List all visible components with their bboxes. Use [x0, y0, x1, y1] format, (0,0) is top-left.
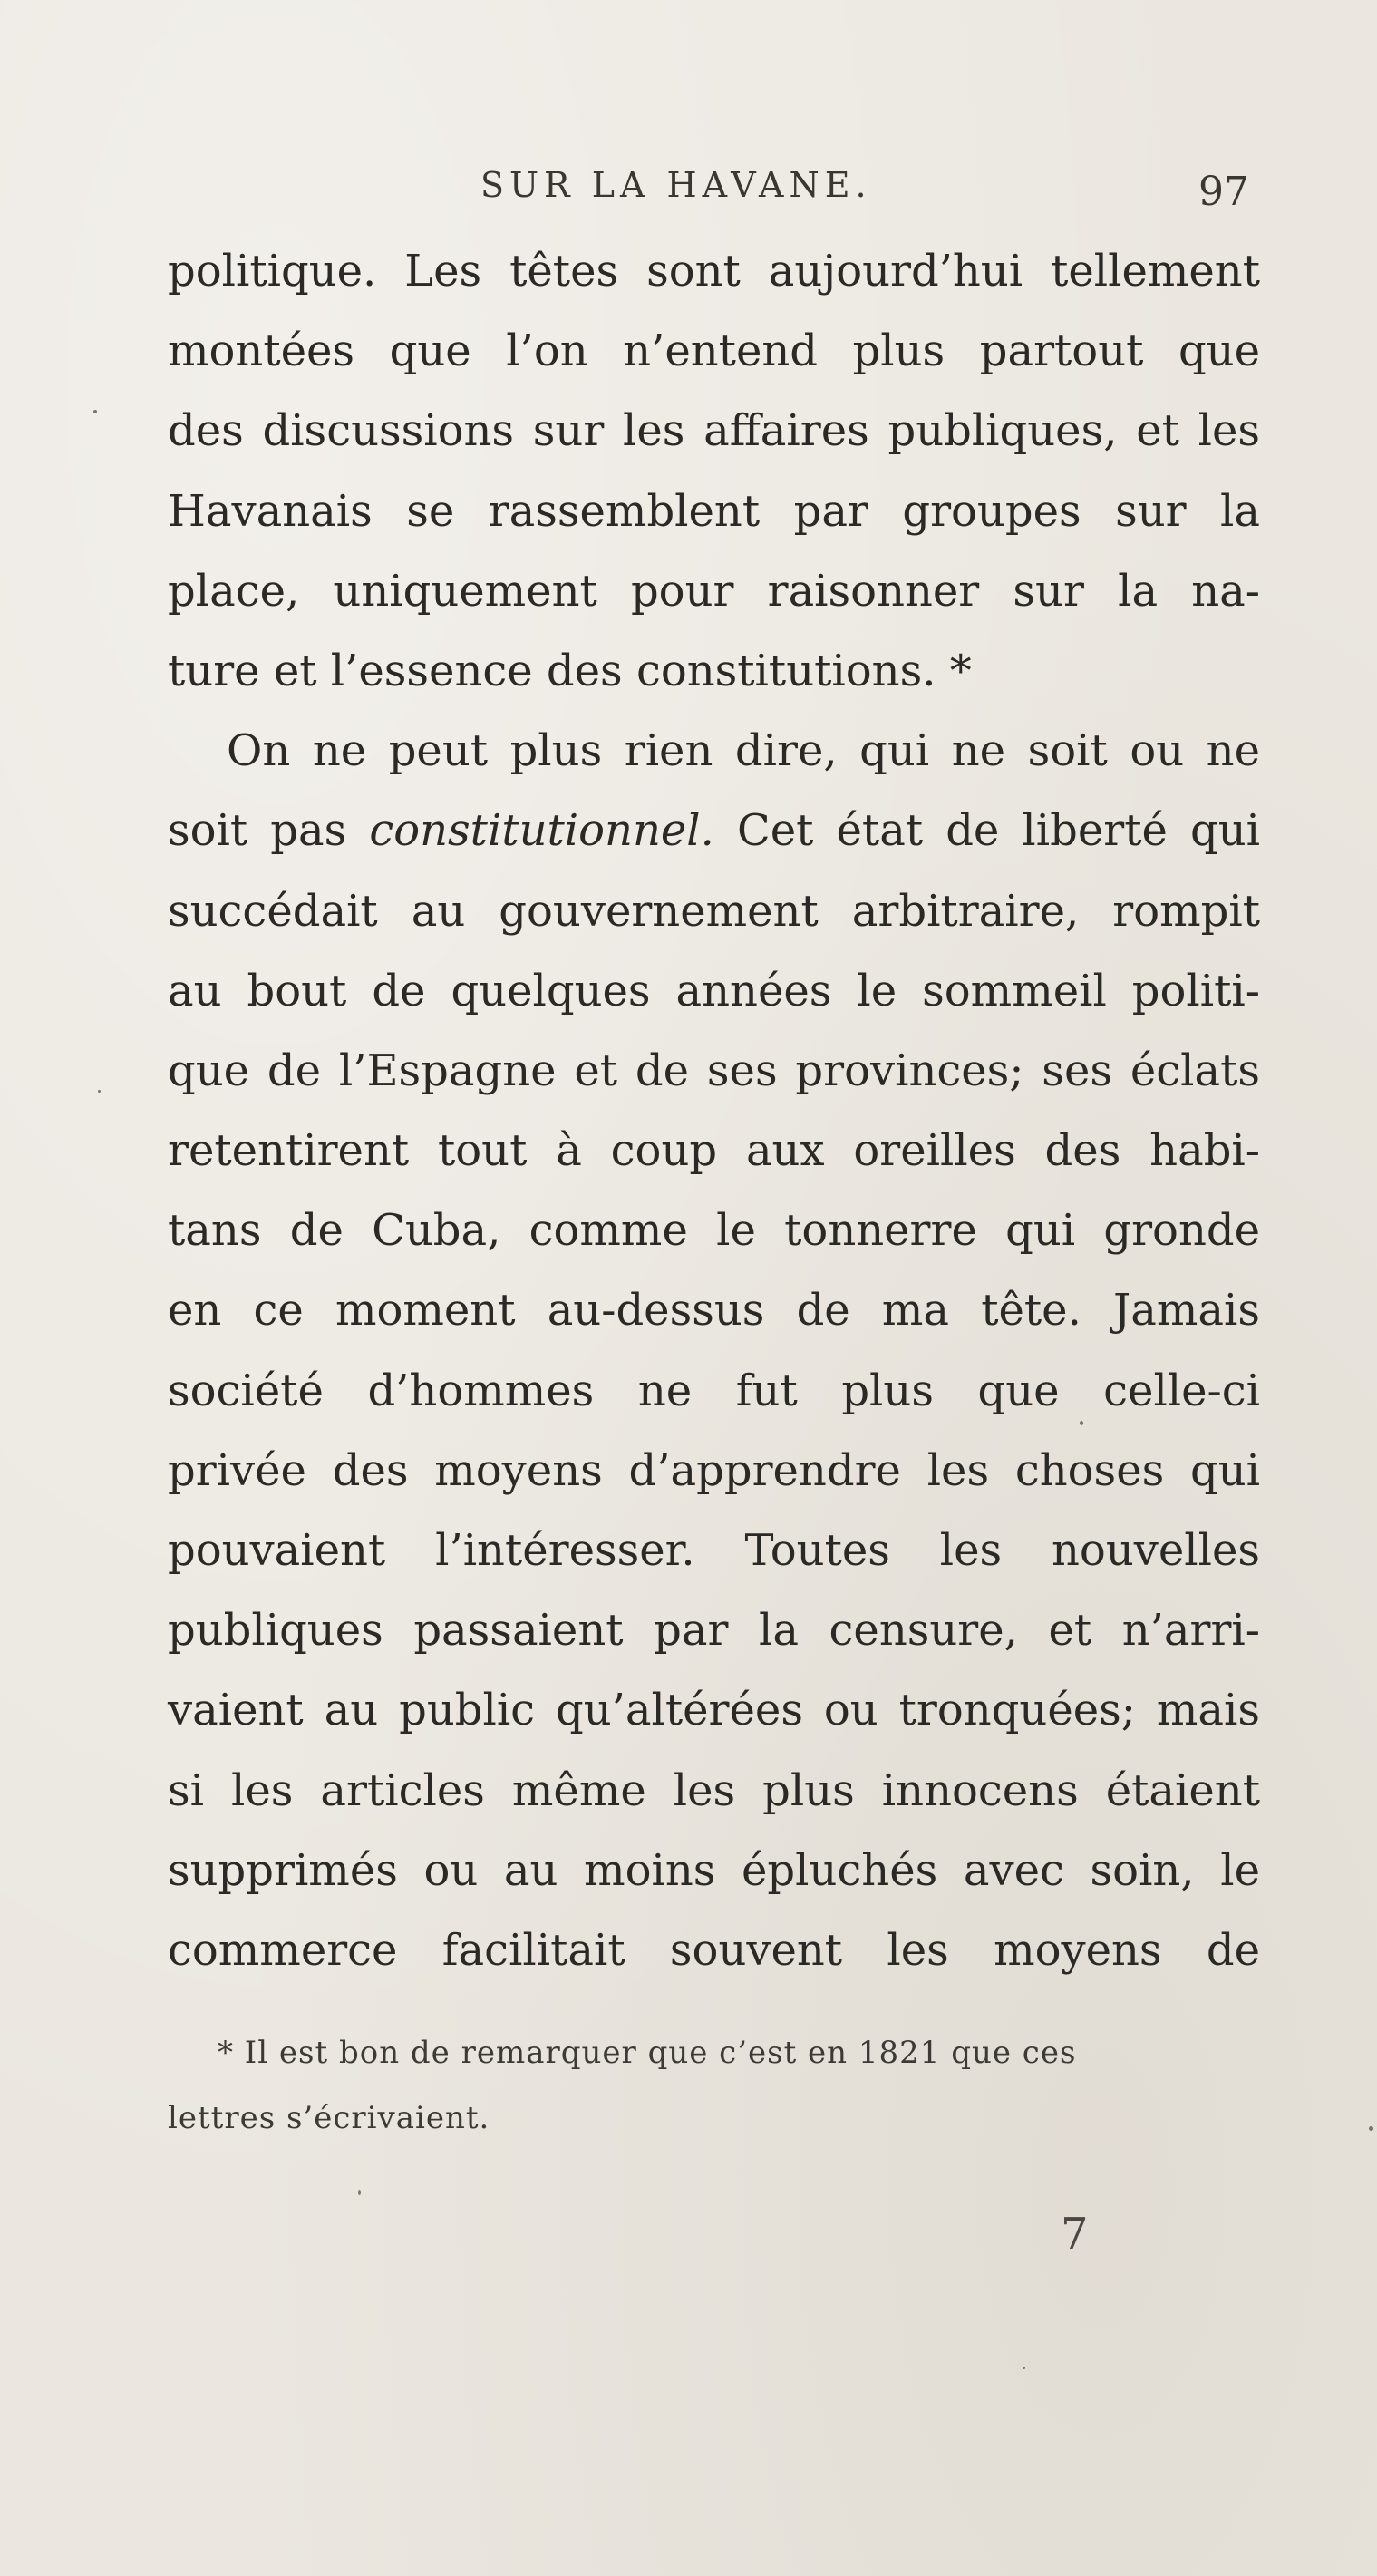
text-line: privée des moyens d’apprendre les choses qui — [168, 1444, 1260, 1496]
paper-speck — [1023, 2367, 1025, 2369]
text-line: place, uniquement pour raisonner sur la na- — [168, 565, 1260, 617]
text-line: au bout de quelques années le sommeil politi- — [168, 965, 1260, 1016]
text-line: montées que l’on n’entend plus partout que — [168, 326, 1260, 377]
italic-term: constitutionnel. — [369, 805, 714, 857]
signature-mark: 7 — [1061, 2209, 1089, 2260]
text-line: supprimés ou au moins épluchés avec soin, le — [168, 1844, 1260, 1896]
paper-speck — [358, 2190, 361, 2195]
text-line: en ce moment au-dessus de ma tête. Jamais — [168, 1285, 1260, 1337]
footnote — [168, 2020, 1265, 2151]
footnote-line: * Il est bon de remarquer que c’est en 1821 que ces — [218, 2035, 1077, 2071]
text-line: retentirent tout à coup aux oreilles des habi- — [168, 1125, 1260, 1177]
page-number: 97 — [1198, 169, 1249, 215]
footnote-line: lettres s’écrivaient. — [168, 2100, 490, 2136]
text-line: vaient au public qu’altérées ou tronquées; mais — [168, 1685, 1260, 1736]
text-line-mixed — [168, 791, 1260, 870]
text-span: Cet état de liberté qui — [737, 805, 1260, 857]
paper-speck — [93, 410, 97, 413]
body-text — [168, 231, 1260, 1990]
paper-speck — [1080, 1421, 1083, 1425]
text-line: société d’hommes ne fut plus que celle-ci — [168, 1365, 1260, 1416]
running-title: SUR LA HAVANE. — [480, 165, 872, 205]
text-line: pouvaient l’intéresser. Toutes les nouvelles — [168, 1525, 1260, 1576]
paper-speck — [98, 1090, 101, 1093]
text-line: tans de Cuba, comme le tonnerre qui gronde — [168, 1205, 1260, 1257]
text-line: des discussions sur les affaires publiques, et les — [168, 405, 1260, 457]
paper-speck — [1369, 2126, 1373, 2131]
text-line: si les articles même les plus innocens étaient — [168, 1764, 1260, 1816]
text-line: commerce facilitait souvent les moyens de — [168, 1924, 1260, 1976]
text-line: que de l’Espagne et de ses provinces; ses éclats — [168, 1045, 1260, 1096]
text-line: publiques passaient par la censure, et n’arri- — [168, 1605, 1260, 1657]
text-line: politique. Les têtes sont aujourd’hui tellement — [168, 246, 1260, 296]
text-line: ture et l’essence des constitutions. * — [168, 645, 972, 696]
text-line: succédait au gouvernement arbitraire, rompit — [168, 885, 1260, 937]
text-line: On ne peut plus rien dire, qui ne soit ou ne — [227, 725, 1260, 777]
text-span: soit pas — [168, 805, 347, 857]
text-line: Havanais se rassemblent par groupes sur la — [168, 485, 1260, 537]
